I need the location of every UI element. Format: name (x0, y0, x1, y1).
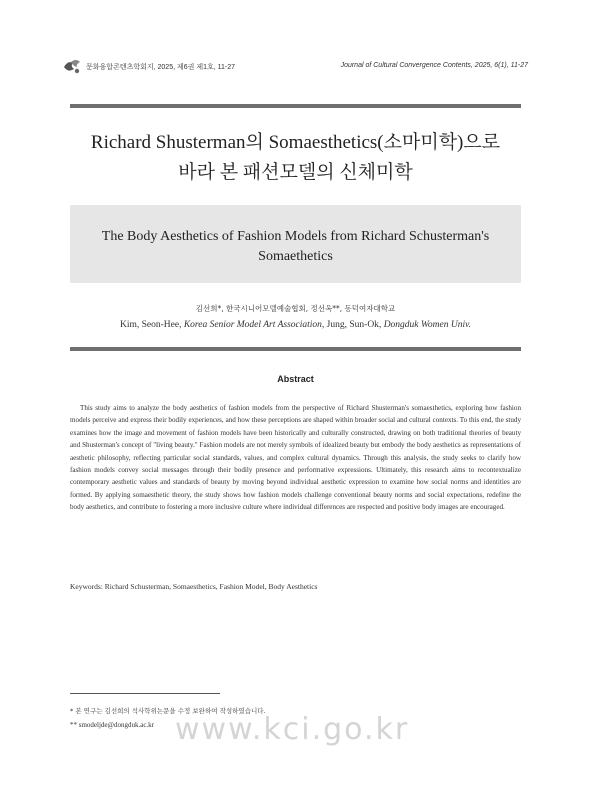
authors-korean: 김선희*, 한국시니어모델예술협회, 정선옥**, 동덕여자대학교 (195, 304, 396, 313)
abstract-body: This study aims to analyze the body aesthetics of fashion models from the perspective of Richard Shusterman's somaesthetics, exploring how fashion models perceive and express their bodily experiences, and how these perceptions are shaped within broader social and cultural contexts. To this end, the study examines how the image and movement of fashion models have been historically and culturally constructed, drawing on both traditional theories of beauty and Shusterman's concept of "living beauty." Fashion models are not merely symbols of idealized beauty but embody the body aesthetics as representations of aesthetic philosophy, reflecting particular social standards, values, and complex cultural dynamics. Through this analysis, the study seeks to clarify how fashion models convey social messages through their bodily presence and performative expressions. Ultimately, this research aims to recontextualize contemporary aesthetic values and standards of beauty by moving beyond individual aesthetic expression to examine how social norms and identities are formed. By applying somaesthetic theory, the study shows how fashion models challenge conventional beauty norms and social expectations, redefine the body aesthetics, and contribute to fostering a more inclusive culture where individual differences are respected and positive body images are encouraged. (70, 404, 521, 512)
running-header (62, 58, 528, 78)
english-title-line-1: The Body Aesthetics of Fashion Models from Richard Schusterman's (101, 229, 490, 244)
journal-logo-icon (62, 58, 82, 76)
author-1-affiliation: Korea Senior Model Art Association, (183, 320, 325, 330)
kci-watermark: www.kci.go.kr (175, 712, 410, 747)
title-top-rule (70, 104, 521, 108)
footnote-2: ** smodeljde@dongduk.ac.kr (70, 721, 155, 729)
author-1-name: Kim, Seon-Hee, (119, 320, 182, 330)
footnote-divider (70, 693, 220, 694)
author-2-name: Jung, Sun-Ok, (326, 320, 382, 330)
keywords: Keywords: Richard Schusterman, Somaesthetics, Fashion Model, Body Aesthetics (70, 582, 318, 591)
title-bottom-rule (70, 347, 521, 351)
english-title-box (70, 205, 521, 283)
header-english-citation: Journal of Cultural Convergence Contents, 2025, 6(1), 11-27 (340, 62, 528, 69)
authors-english (70, 320, 521, 330)
english-title-line-2: Somaethetics (258, 249, 333, 264)
korean-title-line-1: Richard Shusterman의 Somaesthetics(소마미학)으로 (90, 132, 501, 153)
footnote-1: * 본 연구는 김선희의 석사학위논문을 수정 보완하여 작성하였습니다. (70, 707, 266, 715)
abstract-heading: Abstract (277, 374, 314, 384)
korean-title (70, 128, 521, 188)
english-title (80, 227, 511, 267)
author-2-affiliation: Dongduk Women Univ. (383, 320, 472, 330)
korean-title-line-2: 바라 본 패션모델의 신체미학 (178, 162, 413, 183)
header-korean-citation: 문화융합콘텐츠학회지, 2025, 제6권 제1호, 11-27 (86, 64, 236, 71)
